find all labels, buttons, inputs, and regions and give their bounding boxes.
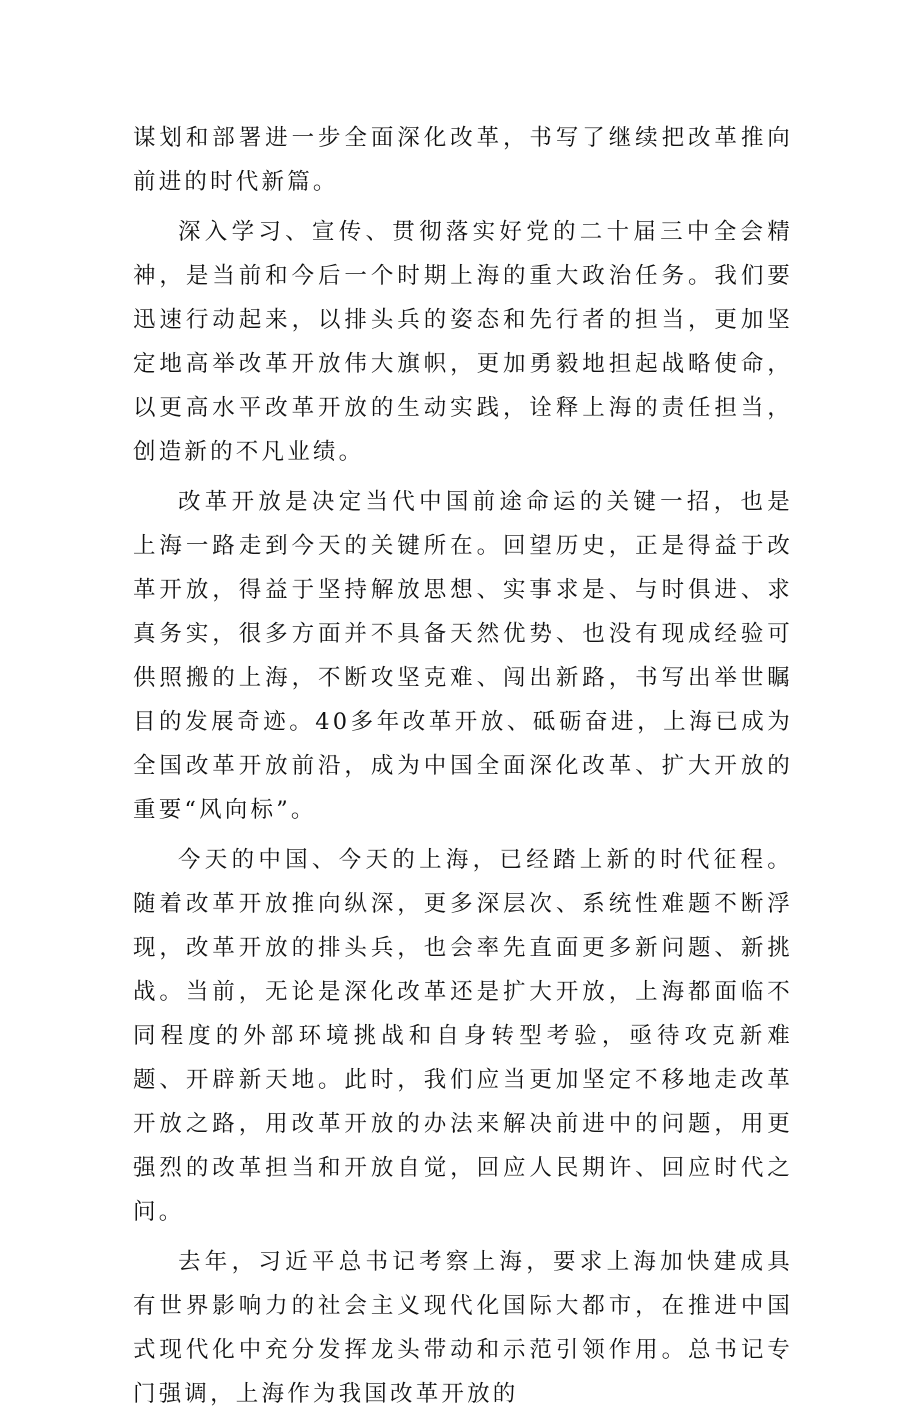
paragraph: 深入学习、宣传、贯彻落实好党的二十届三中全会精神，是当前和今后一个时期上海的重大政治任务。我们要迅速行动起来，以排头兵的姿态和先行者的担当，更加坚定地高举改革开放伟大旗帜，更加勇毅地担起战略使命，以更高水平改革开放的生动实践，诠释上海的责任担当，创造新的不凡业绩。 bbox=[133, 219, 793, 465]
paragraph: 今天的中国、今天的上海，已经踏上新的时代征程。随着改革开放推向纵深，更多深层次、系统性难题不断浮现，改革开放的排头兵，也会率先直面更多新问题、新挑战。当前，无论是深化改革还是扩大开放，上海都面临不同程度的外部环境挑战和自身转型考验，亟待攻克新难题、开辟新天地。此时，我们应当更加坚定不移地走改革开放之路，用改革开放的办法来解决前进中的问题，用更强烈的改革担当和开放自觉，回应人民期许、回应时代之问。 bbox=[133, 847, 793, 1225]
paragraph-continuation: 谋划和部署进一步全面深化改革，书写了继续把改革推向前进的时代新篇。 bbox=[133, 125, 793, 195]
paragraph: 去年，习近平总书记考察上海，要求上海加快建成具有世界影响力的社会主义现代化国际大都市，在推进中国式现代化中充分发挥龙头带动和示范引领作用。总书记专门强调，上海作为我国改革开放的 bbox=[133, 1249, 793, 1407]
document-body bbox=[133, 116, 793, 1422]
paragraph: 改革开放是决定当代中国前途命运的关键一招，也是上海一路走到今天的关键所在。回望历史，正是得益于改革开放，得益于坚持解放思想、实事求是、与时俱进、求真务实，很多方面并不具备天然优势、也没有现成经验可供照搬的上海，不断攻坚克难、闯出新路，书写出举世瞩目的发展奇迹。40多年改革开放、砥砺奋进，上海已成为全国改革开放前沿，成为中国全面深化改革、扩大开放的重要“风向标”。 bbox=[133, 489, 793, 823]
